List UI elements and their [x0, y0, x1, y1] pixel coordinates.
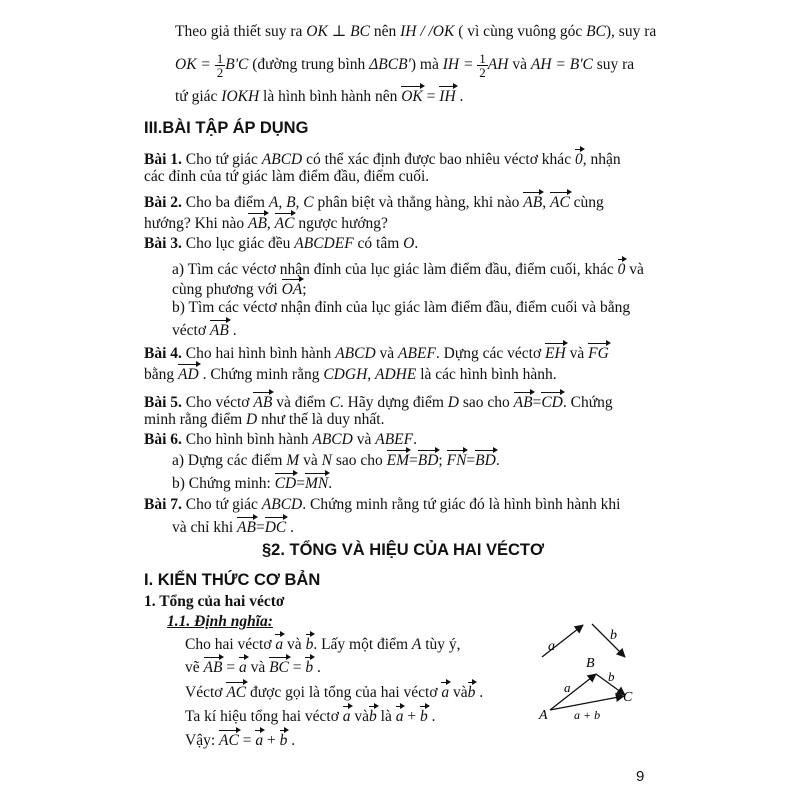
math: ADHE — [375, 366, 417, 383]
vector: AB — [523, 190, 542, 210]
definition-line-5 — [185, 728, 295, 751]
text: a) Dựng các điểm — [172, 452, 283, 469]
vector: a — [396, 704, 404, 724]
exercise-label: Bài 3. — [144, 235, 182, 252]
math: O — [403, 235, 415, 252]
text: . Chứng minh rằng — [202, 366, 320, 383]
exercise-label: Bài 7. — [144, 496, 182, 513]
text: ngược hướng? — [298, 215, 388, 232]
intro-line-2 — [175, 52, 634, 79]
vector: EM — [387, 448, 409, 468]
vector-a-label: a — [564, 680, 571, 695]
text: và — [303, 452, 318, 469]
math: ABCD — [261, 151, 303, 168]
math: AH = B'C — [530, 56, 593, 74]
text: Cho hai véctơ — [185, 636, 272, 653]
vector-sum-label: a + b — [574, 708, 601, 722]
text: nên — [373, 23, 397, 40]
text: vẽ — [185, 659, 200, 676]
math: IOKH — [221, 88, 260, 105]
text: Cho lục giác đều — [185, 235, 291, 252]
text: véctơ — [172, 322, 207, 339]
vector: AD — [178, 362, 199, 382]
vector: AB — [248, 211, 267, 231]
math: OK = — [175, 56, 211, 74]
text: = — [296, 475, 305, 492]
exercise-5-line-2 — [144, 410, 384, 430]
text: là hình bình hành nên — [263, 88, 398, 105]
text: có tâm — [357, 235, 400, 252]
text: , — [542, 194, 547, 211]
text: . — [479, 684, 484, 701]
text: + — [266, 732, 276, 749]
text: ), suy ra — [605, 23, 657, 40]
text: = — [426, 88, 436, 105]
math: B'C — [225, 56, 249, 74]
vector: FN — [447, 448, 467, 468]
text: và — [512, 56, 527, 74]
exercise-label: Bài 5. — [144, 394, 182, 411]
vector: IH — [439, 84, 455, 104]
vector: b — [369, 704, 377, 724]
math: ABCD — [335, 345, 376, 362]
text: được gọi là tổng của hai véctơ — [250, 684, 438, 701]
definition-line-3 — [185, 680, 483, 703]
text: là — [380, 708, 392, 725]
text: . Dựng các véctơ — [435, 345, 542, 362]
text: + — [407, 708, 417, 725]
text: như thế là duy nhất. — [261, 411, 385, 428]
text: hướng? Khi nào — [144, 215, 245, 232]
text: b) Chứng minh: — [172, 475, 271, 492]
text: = — [255, 519, 265, 536]
subsection-heading-definition: 1.1. Định nghĩa: — [167, 613, 273, 630]
vector: 0 — [618, 257, 626, 277]
exercise-6-line-1 — [144, 430, 417, 450]
math: D — [246, 411, 258, 428]
point-a-label: A — [539, 708, 548, 723]
vector: DC — [265, 515, 287, 535]
vector: a — [441, 680, 449, 700]
text: . — [414, 235, 419, 252]
exercise-4-line-2 — [144, 362, 557, 385]
math: M — [286, 452, 300, 469]
text: ; — [438, 452, 443, 469]
text: và điểm — [276, 394, 326, 411]
vector: a — [275, 632, 283, 652]
vector: a — [239, 655, 247, 675]
exercise-label: Bài 6. — [144, 431, 182, 448]
math: OK ⊥ BC — [306, 23, 370, 40]
vector: AB — [514, 390, 533, 410]
text: . — [495, 452, 500, 469]
section-heading-exercises: III.BÀI TẬP ÁP DỤNG — [144, 119, 309, 137]
exercise-4-line-1 — [144, 341, 609, 364]
text: và — [569, 345, 585, 362]
text: = — [466, 452, 476, 469]
text: . — [328, 475, 333, 492]
text: . — [232, 322, 237, 339]
text: minh rằng điểm — [144, 411, 243, 428]
fraction-half — [477, 52, 488, 79]
section-heading-basic-knowledge: I. KIẾN THỨC CƠ BẢN — [144, 571, 321, 589]
text: . Chứng minh rằng tứ giác đó là hình bình hành khi — [302, 496, 621, 513]
text: sao cho — [335, 452, 383, 469]
text: và — [356, 431, 372, 448]
text: suy ra — [596, 56, 635, 74]
exercise-3-part-b: b) Tìm các véctơ nhận đỉnh của lục giác làm điểm đầu, điểm cuối và bằng — [172, 299, 631, 316]
exercise-label: Bài 4. — [144, 345, 182, 362]
fraction-denominator: 2 — [479, 65, 486, 80]
exercise-1-line-2: các đỉnh của tứ giác làm điểm đầu, điểm cuối. — [144, 168, 430, 185]
text: tứ giác — [175, 88, 218, 105]
text: ) mà — [410, 56, 439, 74]
vector: AB — [253, 390, 272, 410]
fraction-numerator: 1 — [216, 51, 224, 66]
definition-line-1 — [185, 632, 461, 655]
vector: b — [306, 632, 314, 652]
math: ABCD — [312, 431, 353, 448]
vector: EH — [545, 341, 566, 361]
text: Cho ba điểm — [185, 194, 265, 211]
vector: b — [280, 728, 288, 748]
subsection-heading-sum: 1. Tổng của hai véctơ — [144, 593, 285, 610]
text: Véctơ — [185, 684, 223, 701]
exercise-label: Bài 2. — [144, 194, 182, 211]
text: , — [266, 215, 271, 232]
math: D — [447, 394, 459, 411]
vector-b-label: b — [608, 669, 615, 684]
vector: a — [343, 704, 351, 724]
chapter-heading-sum-difference: §2. TỔNG VÀ HIỆU CỦA HAI VÉCTƠ — [262, 541, 545, 559]
math: ΔBCB' — [369, 56, 411, 74]
math: A, B, C — [268, 194, 314, 211]
exercise-6-part-a — [172, 448, 500, 471]
vector-sum-figure — [530, 615, 650, 730]
math: A — [411, 636, 422, 653]
point-b-label: B — [586, 656, 595, 671]
vector: b — [305, 655, 313, 675]
math: ABEF — [398, 345, 436, 362]
math: AH — [487, 56, 509, 74]
exercise-2-line-2 — [144, 211, 388, 234]
vector: AB — [237, 515, 256, 535]
text: = — [226, 659, 236, 676]
vector: OA — [282, 277, 303, 297]
vector: AB — [210, 318, 229, 338]
vector: b — [420, 704, 428, 724]
vector: BC — [269, 655, 289, 675]
exercise-7-line-2 — [172, 515, 294, 538]
intro-line-1 — [175, 22, 656, 42]
text: . Lấy một điểm — [313, 636, 409, 653]
vector: a — [255, 728, 263, 748]
text: . Hãy dựng điểm — [339, 394, 444, 411]
math: BC — [586, 23, 606, 40]
math: ABCDEF — [294, 235, 354, 252]
text: . — [317, 659, 321, 676]
point-c-label: C — [623, 690, 633, 705]
vector: CD — [541, 390, 563, 410]
text: Theo giả thiết suy ra — [175, 23, 303, 40]
vector: AB — [204, 655, 223, 675]
math: ABEF — [375, 431, 414, 448]
vector: OK — [401, 84, 423, 104]
text: Cho tứ giác — [185, 151, 258, 168]
text: sao cho — [462, 394, 510, 411]
text: phân biệt và thẳng hàng, khi nào — [317, 194, 520, 211]
text: và — [629, 261, 644, 278]
text: = — [292, 659, 302, 676]
text: bằng — [144, 366, 175, 383]
text: là các hình bình hành. — [420, 366, 557, 383]
page-number: 9 — [636, 768, 645, 785]
text: . — [413, 431, 417, 448]
exercise-3-part-b-cont — [172, 318, 237, 341]
vector-ab-arrow — [550, 674, 596, 710]
exercise-2-line-1 — [144, 190, 604, 213]
text: có thể xác định được bao nhiêu véctơ khác — [306, 151, 572, 168]
text: Ta kí hiệu tổng hai véctơ — [185, 708, 339, 725]
text: và — [354, 708, 370, 725]
text: và chỉ khi — [172, 519, 234, 536]
free-vector-b-label: b — [610, 628, 617, 643]
math: IH / /OK — [400, 23, 455, 40]
vector: AC — [226, 680, 246, 700]
free-vector-a-label: a — [548, 639, 555, 654]
text: a) Tìm các véctơ nhận đỉnh của lục giác làm điểm đầu, điểm cuối, khác — [172, 261, 614, 278]
text: Cho tứ giác — [185, 496, 258, 513]
text: và — [287, 636, 302, 653]
text: . Chứng — [562, 394, 613, 411]
fraction-denominator: 2 — [216, 65, 224, 80]
text: cùng — [573, 194, 604, 211]
text: . — [290, 519, 294, 536]
text: Cho véctơ — [185, 394, 250, 411]
text: ; — [302, 281, 307, 298]
math: N — [321, 452, 332, 469]
vector: AC — [275, 211, 295, 231]
vector: FG — [588, 341, 609, 361]
text: Cho hai hình bình hành — [185, 345, 332, 362]
free-vector-b-arrow — [592, 624, 625, 657]
definition-line-2 — [185, 655, 321, 678]
definition-line-4 — [185, 704, 435, 727]
text: và — [453, 684, 468, 701]
fraction-half — [215, 52, 226, 79]
text: = — [409, 452, 418, 469]
text: . — [291, 732, 296, 749]
text: ( vì cùng vuông góc — [458, 23, 583, 40]
intro-line-3 — [175, 84, 463, 107]
text: . — [459, 88, 464, 105]
text: và — [250, 659, 266, 676]
exercise-label: Bài 1. — [144, 151, 182, 168]
text: , nhận — [582, 151, 621, 168]
vector: BD — [418, 448, 439, 468]
exercise-7-line-1 — [144, 495, 620, 515]
vector: BD — [475, 448, 496, 468]
text: = — [532, 394, 542, 411]
vector: AC — [550, 190, 570, 210]
text: tùy ý, — [425, 636, 461, 653]
exercise-3-line-1 — [144, 234, 418, 254]
text: Vậy: — [185, 732, 216, 749]
math: IH = — [442, 56, 474, 74]
vector: AC — [219, 728, 239, 748]
text: Cho hình bình hành — [185, 431, 309, 448]
exercise-6-part-b — [172, 471, 332, 494]
text: (đường trung bình — [252, 56, 366, 74]
fraction-numerator: 1 — [479, 51, 486, 66]
math: ABCD — [261, 496, 303, 513]
vector: 0 — [575, 147, 583, 167]
vector: b — [468, 680, 476, 700]
text: . — [431, 708, 436, 725]
math: C — [329, 394, 340, 411]
text: , — [367, 366, 372, 383]
vector: MN — [305, 471, 328, 491]
math: CDGH — [323, 366, 368, 383]
text: và — [379, 345, 395, 362]
text: cùng phương với — [172, 281, 278, 298]
vector: CD — [275, 471, 297, 491]
exercise-3-part-a-cont — [172, 277, 307, 300]
text: = — [242, 732, 252, 749]
